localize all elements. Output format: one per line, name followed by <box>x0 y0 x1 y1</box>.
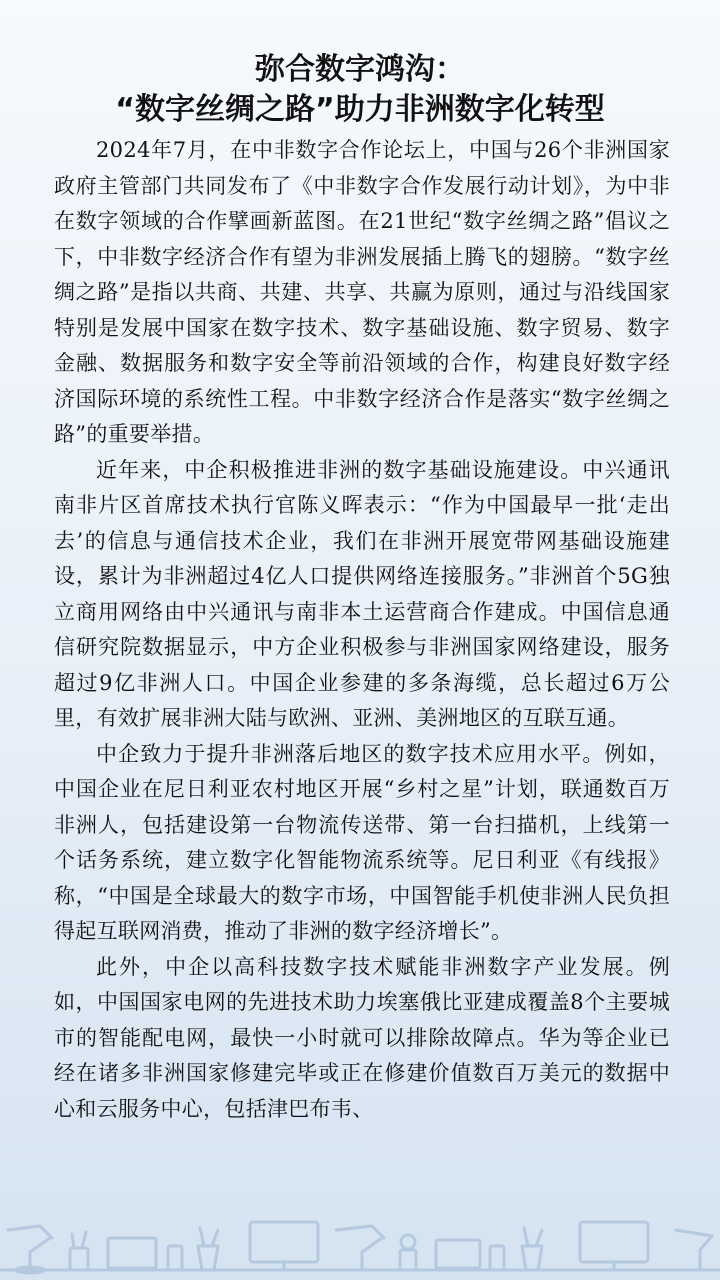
paragraph-2: 近年来，中企积极推进非洲的数字基础设施建设。中兴通讯南非片区首席技术执行官陈义晖表示：“作为中国最早一批‘走出去’的信息与通信技术企业，我们在非洲开展宽带网基础设施建设，累计为非洲超过4亿人口提供网络连接服务。”非洲首个5G独立商用网络由中兴通讯与南非本土运营商合作建成。中国信息通信研究院数据显示，中方企业积极参与非洲国家网络建设，服务超过9亿非洲人口。中国企业参建的多条海缆，总长超过6万公里，有效扩展非洲大陆与欧洲、亚洲、美洲地区的互联互通。 <box>54 457 670 730</box>
title-line-2: “数字丝绸之路”助力非洲数字化转型 <box>115 92 605 127</box>
title-line-1: 弥合数字鸿沟： <box>255 52 465 87</box>
office-desk-decoration-icon <box>0 1200 720 1280</box>
paragraph-4: 此外，中企以高科技数字技术赋能非洲数字产业发展。例如，中国国家电网的先进技术助力埃塞俄比亚建成覆盖8个主要城市的智能配电网，最快一小时就可以排除故障点。华为等企业已经在诸多非洲国家修建完毕或正在修建价值数百万美元的数据中心和云服务中心，包括津巴布韦、 <box>54 954 670 1121</box>
paragraph-3: 中企致力于提升非洲落后地区的数字技术应用水平。例如，中国企业在尼日利亚农村地区开展“乡村之星”计划，联通数百万非洲人，包括建设第一台物流传送带、第一台扫描机，上线第一个话务系统，建立数字化智能物流系统等。尼日利亚《有线报》称，“中国是全球最大的数字市场，中国智能手机使非洲人民负担得起互联网消费，推动了非洲的数字经济增长”。 <box>54 741 670 943</box>
paragraph-1: 2024年7月，在中非数字合作论坛上，中国与26个非洲国家政府主管部门共同发布了《中非数字合作发展行动计划》，为中非在数字领域的合作擘画新蓝图。在21世纪“数字丝绸之路”倡议之下，中非数字经济合作有望为非洲发展插上腾飞的翅膀。“数字丝绸之路”是指以共商、共建、共享、共赢为原则，通过与沿线国家特别是发展中国家在数字技术、数字基础设施、数字贸易、数字金融、数据服务和数字安全等前沿领域的合作，构建良好数字经济国际环境的系统性工程。中非数字经济合作是落实“数字丝绸之路”的重要举措。 <box>54 138 670 446</box>
article-body <box>54 133 670 1127</box>
title-block <box>0 50 720 130</box>
